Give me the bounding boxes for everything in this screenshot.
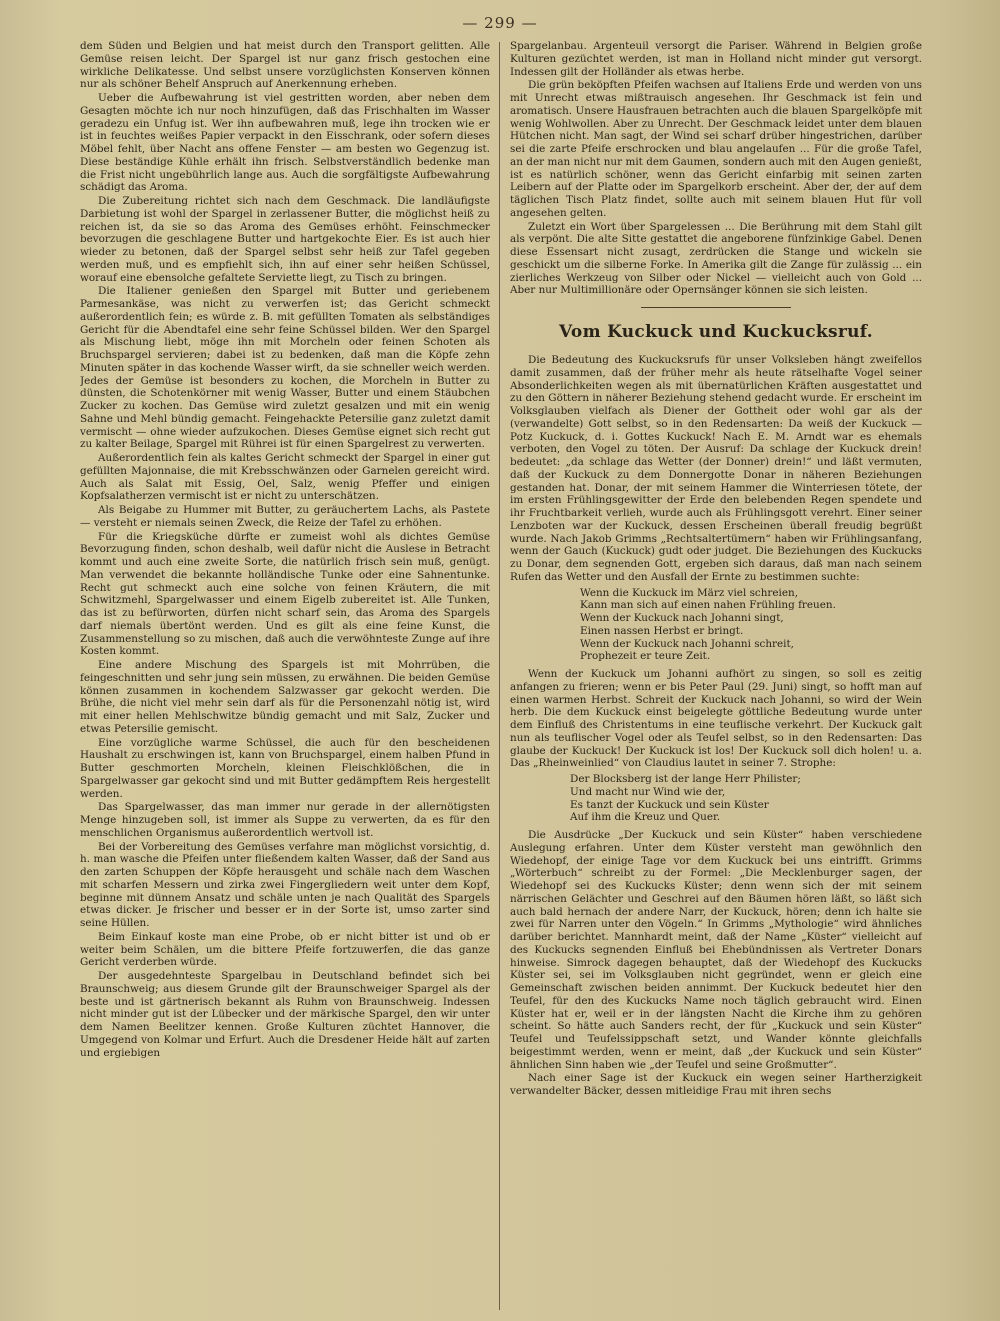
page-number: — 299 — xyxy=(462,14,538,32)
paragraph: Die grün beköpften Pfeifen wachsen auf Italiens Erde und werden von uns mit Unrecht etwas mißtrauisch angesehen. Ihr Geschmack ist fein und aromatisch. Unsere Hausfrauen betrachten auch die blauen Spargelköpfe mit wenig Wohlwollen. Aber zu Unrecht. Der Geschmack leidet unter dem blauen Hütchen nicht. Man sagt, der Wind sei scharf drüber hingestrichen, darüber sei die zarte Pfeife erschrocken und blau angelaufen ... Für die große Tafel, an der man nicht nur mit dem Gaumen, sondern auch mit den Augen genießt, ist es natürlich schöner, wenn das Gericht einfarbig mit seinen zarten Leibern auf der Platte oder im Spargelkorb erscheint. Aber der, der auf dem täglichen Tisch Platz findet, sollte auch mit seinem blauen Hut für voll angesehen gelten. xyxy=(510,79,922,219)
paragraph: Die Ausdrücke „Der Kuckuck und sein Küster“ haben verschiedene Auslegung erfahren. Unter dem Küster versteht man gewöhnlich den Wiedehopf, der einige Tage vor dem Kuckuck bei uns eintrifft. Grimms „Wörterbuch“ schreibt zu der Formel: „Die Mecklenburger sagen, der Wiedehopf sei des Kuckucks Küster; denn wenn sich der mit seinem närrischen Gelächter und Geschrei auf den Bäumen hören läßt, so läßt sich auch bald hernach der andere Narr, der Kuckuck, hören; denn ich halte sie zwei für Narren unter den Vögeln.“ In Grimms „Mythologie“ wird ähnliches darüber berichtet. Mannhardt meint, daß der Name „Küster“ vielleicht auf des Kuckucks segnenden Einfluß bei Ehebündnissen als Vertreter Donars hinweise. Simrock dagegen behauptet, daß der Wiedehopf des Kuckucks Küster sei, sei im Volksglauben nicht gegründet, wenn er gleich eine Gemeinschaft zwischen beiden annimmt. Der Kuckuck bedeutet hier den Teufel, für den des Kuckucks Name noch täglich gebraucht wird. Einen Küster hat er, weil er in der längsten Nacht die Kirche ihm zu gehören scheint. So hätte auch Sanders recht, der für „Kuckuck und sein Küster“ Teufel und Teufelssippschaft setzt, und Wander könnte gleichfalls beigestimmt werden, wenn er meint, daß „der Kuckuck und sein Küster“ ähnlichen Sinn haben wie „der Teufel und seine Großmutter“. xyxy=(510,829,922,1071)
article-title: Vom Kuckuck und Kuckucksruf. xyxy=(559,322,873,342)
right-column xyxy=(510,40,922,1310)
paragraph: Die Zubereitung richtet sich nach dem Geschmack. Die landläufigste Darbietung ist wohl der Spargel in zerlassener Butter, die möglichst heiß zu reichen ist, da sie so das Aroma des Gemüses erhöht. Feinschmecker bevorzugen die geschlagene Butter und hartgekochte Eier. Es ist auch hier wieder zu betonen, daß der Spargel selbst sehr heiß zur Tafel gegeben werden muß, und es empfiehlt sich, ihn auf einer sehr heißen Schüssel, worauf eine ebensolche gefaltete Serviette liegt, zu Tisch zu bringen. xyxy=(80,195,490,284)
poem-line: Es tanzt der Kuckuck und sein Küster xyxy=(570,798,769,811)
poem-line: Und macht nur Wind wie der, xyxy=(570,785,726,798)
poem-line: Prophezeit er teure Zeit. xyxy=(580,650,711,663)
section-rule xyxy=(641,307,791,308)
paragraph: Als Beigabe zu Hummer mit Butter, zu geräuchertem Lachs, als Pastete — versteht er niemals seinen Zweck, die Reize der Tafel zu erhöhen. xyxy=(80,504,490,529)
poem-line: Wenn der Kuckuck nach Johanni schreit, xyxy=(580,637,794,650)
poem-stanza xyxy=(580,587,922,664)
paragraph: Zuletzt ein Wort über Spargelessen ... Die Berührung mit dem Stahl gilt als verpönt. Die alte Sitte gestattet die angeborene fünfzinkige Gabel. Denen diese Essensart nicht zusagt, zerdrücken die Stange und wickeln sie geschickt um die silberne Forke. In Amerika gilt die Zange für zulässig ... ein zierliches Werkzeug von Silber oder Nickel — vielleicht auch von Gold ... Aber nur Multimillionäre oder Opernsänger können sie sich leisten. xyxy=(510,220,922,297)
paragraph: Außerordentlich fein als kaltes Gericht schmeckt der Spargel in einer gut gefüllten Majonnaise, die mit Krebsschwänzen oder Garnelen gereicht wird. Auch als Salat mit Essig, Oel, Salz, wenig Pfeffer und einigen Kopfsalatherzen vermischt ist er nicht zu unterschätzen. xyxy=(80,452,490,503)
paragraph: dem Süden und Belgien und hat meist durch den Transport gelitten. Alle Gemüse reisen leicht. Der Spargel ist nur ganz frisch gestochen eine wirkliche Delikatesse. Und selbst unsere vorzüglichsten Konserven können nur als schöner Behelf Anspruch auf Anerkennung erheben. xyxy=(80,40,490,91)
poem-line: Wenn die Kuckuck im März viel schreien, xyxy=(580,586,798,599)
paragraph: Für die Kriegsküche dürfte er zumeist wohl als dichtes Gemüse Bevorzugung finden, schon deshalb, weil dafür nicht die Auslese in Betracht kommt und auch eine zweite Sorte, die natürlich frisch sein muß, genügt. Man verwendet die bekannte holländische Tunke oder eine Sahnentunke. Recht gut schmeckt auch eine solche von feinen Kräutern, die mit Schwitzmehl, Spargelwasser und einem Eigelb zubereitet ist. Alle Tunken, das ist zu befürworten, dürfen nicht scharf sein, das Aroma des Spargels darf niemals übertönt werden. Und es gilt als eine feine Kunst, die Zusammenstellung so zu mischen, daß auch die verwöhnteste Zunge auf ihre Kosten kommt. xyxy=(80,530,490,658)
poem-line: Der Blocksberg ist der lange Herr Philister; xyxy=(570,773,801,785)
paragraph: Die Bedeutung des Kuckucksrufs für unser Volksleben hängt zweifellos damit zusammen, daß der früher mehr als heute rätselhafte Vogel seiner Absonderlichkeiten wegen als mit übernatürlichen Kräften ausgestattet und zu den Göttern in näherer Beziehung stehend gedacht wurde. Er erscheint im Volksglauben vielfach als Diener der Gottheit oder wohl gar als der (verwandelte) Gott selbst, so in den Redensarten: Da weiß der Kuckuck — Potz Kuckuck, d. i. Gottes Kuckuck! Nach E. M. Arndt war es ehemals verboten, den Vogel zu töten. Der Ausruf: Da schlage der Kuckuck drein! bedeutet: „da schlage das Wetter (der Donner) drein!“ und läßt vermuten, daß der Kuckuck zu dem Donnergotte Donar in näheren Beziehungen gestanden hat. Donar, der mit seinem Hammer die Winterriesen tötete, der im ersten Frühlingsgewitter der Erde den belebenden Regen spendete und ihr Fruchtbarkeit verlieh, wurde auch als Frühlingsgott verehrt. Einer seiner Lenzboten war der Kuckuck, dessen Erscheinen überall freudig begrüßt wurde. Nach Jakob Grimms „Rechtsaltertümern“ haben wir Frühlingsanfang, wenn der Gauch (Kuckuck) gudt oder judget. Die Beziehungen des Kuckucks zu Donar, dem segnenden Gott, ergeben sich daraus, daß man nach seinem Rufen das Wetter und den Ausfall der Ernte zu bestimmen suchte: xyxy=(510,354,922,583)
paragraph: Spargelanbau. Argenteuil versorgt die Pariser. Während in Belgien große Kulturen gezüchtet werden, ist man in Holland nicht minder gut versorgt. Indessen gilt der Holländer als etwas herbe. xyxy=(510,40,922,78)
paragraph: Der ausgedehnteste Spargelbau in Deutschland befindet sich bei Braunschweig; aus diesem Grunde gilt der Braunschweiger Spargel als der beste und ist gärtnerisch bekannt als Ruhm von Braunschweig. Indessen nicht minder gut ist der Lübecker und der märkische Spargel, den wir unter dem Namen Beelitzer kennen. Große Kulturen züchtet Hannover, die Umgegend von Kolmar und Erfurt. Auch die Dresdener Heide hält auf zarten und ergiebigen xyxy=(80,970,490,1059)
poem-line: Wenn der Kuckuck nach Johanni singt, xyxy=(580,612,784,624)
paragraph: Bei der Vorbereitung des Gemüses verfahre man möglichst vorsichtig, d. h. man wasche die Pfeifen unter fließendem kalten Wasser, daß der Sand aus den zarten Schuppen der Köpfe herausgeht und schäle nach dem Waschen mit scharfen Messern und zirka zwei Fingergliedern weit unter dem Kopf, beginne mit dünnem Ansatz und schäle unten je nach Qualität des Spargels etwas dicker. Je frischer und besser er in der Sorte ist, umso zarter sind seine Hüllen. xyxy=(80,840,490,929)
paragraph: Die Italiener genießen den Spargel mit Butter und geriebenem Parmesankäse, was nicht zu verwerfen ist; das Gericht schmeckt außerordentlich fein; es würde z. B. mit gefüllten Tomaten als selbständiges Gericht für die Abendtafel eine sehr feine Schüssel bilden. Wer den Spargel als Mischung liebt, möge ihn mit Morcheln oder feinen Schoten als Bruchspargel servieren; dabei ist zu bedenken, daß man die Köpfe zehn Minuten später in das kochende Wasser wirft, da sie schneller weich werden. Jedes der Gemüse ist besonders zu kochen, die Morcheln in Butter zu dünsten, die Schotenkörner mit wenig Wasser, Butter und einem Stäubchen Zucker zu kochen. Das Gemüse wird zuletzt gesalzen und mit ein wenig Sahne und Mehl bündig gemacht. Feingehackte Petersilie ganz zuletzt damit vermischt — ohne wieder aufzukochen. Dieses Gemüse eignet sich recht gut zu kalter Beilage, Spargel mit Rührei ist für einen Spargelrest zu verwerten. xyxy=(80,285,490,451)
paragraph: Ueber die Aufbewahrung ist viel gestritten worden, aber neben dem Gesagten möchte ich nur noch hinzufügen, daß das Frischhalten im Wasser geradezu ein Unfug ist. Wer ihn aufbewahren muß, lege ihn trocken wie er ist in feuchtes weißes Papier verpackt in den Eisschrank, oder sofern dieses Möbel fehlt, über Nacht ans offene Fenster — am besten wo Gegenzug ist. Diese beständige Kühle erhält ihn frisch. Selbstverständlich bedenke man die Frist nicht ungebührlich lange aus. Auch die sorgfältigste Aufbewahrung schädigt das Aroma. xyxy=(80,92,490,194)
column-divider xyxy=(499,42,500,1310)
paragraph: Nach einer Sage ist der Kuckuck ein wegen seiner Hartherzigkeit verwandelter Bäcker, dessen mitleidige Frau mit ihren sechs xyxy=(510,1072,922,1097)
left-column xyxy=(80,40,490,1310)
paragraph: Das Spargelwasser, das man immer nur gerade in der allernötigsten Menge hinzugeben soll, ist immer als Suppe zu verwerten, da es für den menschlichen Organismus außerordentlich wertvoll ist. xyxy=(80,801,490,839)
poem-stanza xyxy=(570,773,922,824)
paragraph: Eine andere Mischung des Spargels ist mit Mohrrüben, die feingeschnitten und sehr jung sein müssen, zu erwähnen. Die beiden Gemüse können zusammen in kochendem Salzwasser gar gekocht werden. Die Brühe, die nicht viel mehr sein darf als für die Personenzahl nötig ist, wird mit einer hellen Mehlschwitze bündig gemacht und mit Salz, Zucker und etwas Petersilie gemischt. xyxy=(80,659,490,735)
paragraph: Eine vorzügliche warme Schüssel, die auch für den bescheidenen Haushalt zu erschwingen ist, kann von Bruchspargel, einem halben Pfund in Butter geschmorten Morcheln, kleinen Fleischklößchen, die in Spargelwasser gar gekocht sind und mit Butter gedämpftem Reis hergestellt werden. xyxy=(80,736,490,800)
paragraph: Wenn der Kuckuck um Johanni aufhört zu singen, so soll es zeitig anfangen zu frieren; wenn er bis Peter Paul (29. Juni) singt, so hofft man auf einen warmen Herbst. Schreit der Kuckuck nach Johanni, so wird der Wein herb. Die dem Kuckuck einst beigelegte göttliche Bedeutung wurde unter dem Einfluß des Christentums in eine teuflische verkehrt. Der Kuckuck galt nun als teuflischer Vogel oder als Teufel selbst, so in den Redensarten: Das glaube der Kuckuck! Der Kuckuck ist los! Der Kuckuck soll dich holen! u. a. Das „Rheinweinlied“ von Claudius lautet in seiner 7. Strophe: xyxy=(510,668,922,770)
poem-line: Kann man sich auf einen nahen Frühling freuen. xyxy=(580,599,836,612)
poem-line: Auf ihm die Kreuz und Quer. xyxy=(570,811,721,824)
poem-line: Einen nassen Herbst er bringt. xyxy=(580,624,744,637)
paragraph: Beim Einkauf koste man eine Probe, ob er nicht bitter ist und ob er weiter beim Schälen, um die bittere Pfeife fortzuwerfen, die das ganze Gericht verderben würde. xyxy=(80,930,490,969)
